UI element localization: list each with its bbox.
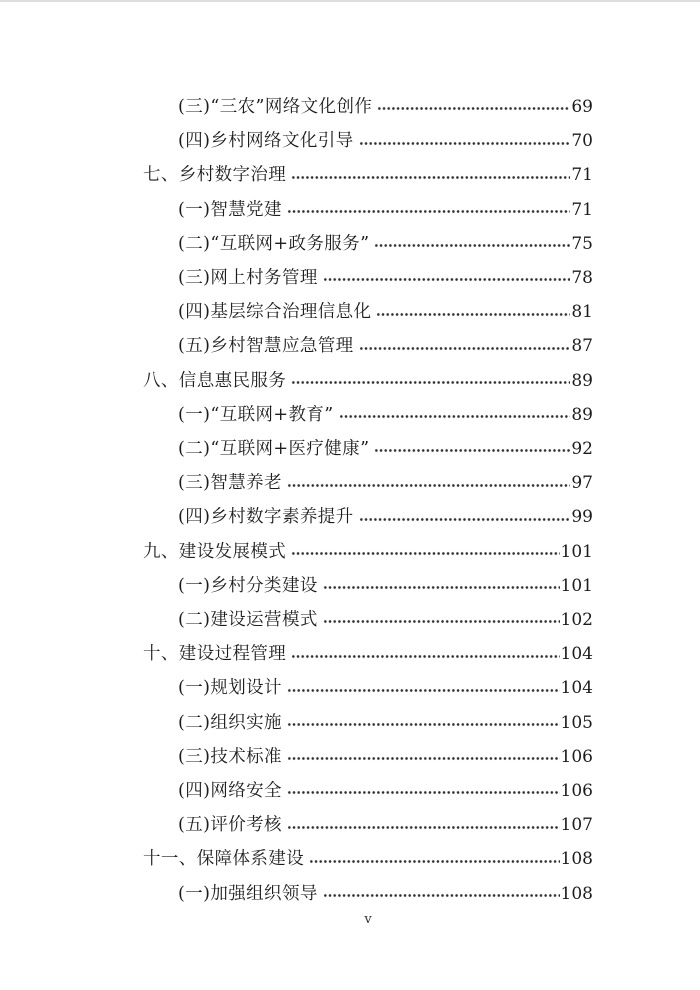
toc-entry[interactable] <box>143 329 593 363</box>
dot-leader <box>374 441 570 454</box>
toc-entry[interactable] <box>143 193 593 227</box>
toc-entry-label: (四)网络安全 <box>178 781 282 802</box>
toc-entry-label: (一)智慧党建 <box>178 199 282 220</box>
toc-entry-label: (一)规划设计 <box>178 678 282 699</box>
dot-leader <box>309 851 559 864</box>
toc-entry[interactable] <box>143 398 593 432</box>
dot-leader <box>287 715 560 728</box>
toc-entry[interactable] <box>143 877 593 911</box>
toc-entry[interactable] <box>143 637 593 671</box>
toc-entry-page: 108 <box>560 883 593 904</box>
toc-entry-label: (二)组织实施 <box>178 712 282 733</box>
dot-leader <box>291 373 570 386</box>
dot-leader <box>359 509 571 522</box>
toc-entry[interactable] <box>143 124 593 158</box>
toc-entry[interactable] <box>143 158 593 192</box>
toc-entry-label: 八、信息惠民服务 <box>143 370 287 391</box>
toc-entry[interactable] <box>143 603 593 637</box>
dot-leader <box>323 612 560 625</box>
toc-entry[interactable] <box>143 261 593 295</box>
dot-leader <box>287 475 570 488</box>
toc-entry[interactable] <box>143 774 593 808</box>
dot-leader <box>339 407 571 420</box>
dot-leader <box>287 783 560 796</box>
toc-entry[interactable] <box>143 227 593 261</box>
toc-entry-page: 75 <box>571 233 593 254</box>
toc-entry[interactable] <box>143 569 593 603</box>
toc-entry-label: (四)乡村网络文化引导 <box>178 131 354 152</box>
toc-entry-page: 69 <box>571 97 593 117</box>
toc-entry-page: 81 <box>571 302 593 323</box>
toc-entry-page: 99 <box>571 507 593 528</box>
toc-entry-label: (二)“互联网+政务服务” <box>178 233 370 254</box>
dot-leader <box>287 680 560 693</box>
dot-leader <box>374 236 570 249</box>
toc-page <box>143 90 593 911</box>
dot-leader <box>323 578 560 591</box>
toc-entry[interactable] <box>143 706 593 740</box>
dot-leader <box>359 338 571 351</box>
toc-entry-label: (四)乡村数字素养提升 <box>178 507 354 528</box>
toc-entry-label: (二)“互联网+医疗健康” <box>178 439 370 460</box>
dot-leader <box>323 886 560 899</box>
toc-entry-page: 70 <box>571 131 593 152</box>
toc-entry-page: 102 <box>560 610 593 631</box>
toc-entry-page: 107 <box>560 815 593 836</box>
toc-entry-page: 105 <box>560 712 593 733</box>
toc-entry-label: (二)建设运营模式 <box>178 610 318 631</box>
toc-entry-page: 78 <box>571 268 593 289</box>
toc-entry-label: 十一、保障体系建设 <box>143 849 305 870</box>
toc-entry-page: 106 <box>560 746 593 767</box>
toc-entry[interactable] <box>143 466 593 500</box>
toc-entry[interactable] <box>143 432 593 466</box>
toc-entry-label: (四)基层综合治理信息化 <box>178 302 372 323</box>
toc-entry-label: (五)乡村智慧应急管理 <box>178 336 354 357</box>
toc-entry-label: (五)评价考核 <box>178 815 282 836</box>
toc-entry-page: 71 <box>571 199 593 220</box>
toc-entry-label: (一)乡村分类建设 <box>178 575 318 596</box>
toc-entry[interactable] <box>143 671 593 705</box>
toc-entry[interactable] <box>143 740 593 774</box>
toc-entry-label: 十、建设过程管理 <box>143 644 287 665</box>
toc-list <box>143 90 593 911</box>
toc-entry[interactable] <box>143 535 593 569</box>
toc-entry-label: (三)网上村务管理 <box>178 268 318 289</box>
toc-entry-page: 71 <box>571 165 593 186</box>
toc-entry[interactable] <box>143 500 593 534</box>
toc-entry-page: 89 <box>571 404 593 425</box>
toc-entry-label: (一)加强组织领导 <box>178 883 318 904</box>
toc-entry-page: 104 <box>560 678 593 699</box>
toc-entry-page: 87 <box>571 336 593 357</box>
page-number: v <box>364 912 372 927</box>
toc-entry[interactable] <box>143 90 593 124</box>
toc-entry[interactable] <box>143 295 593 329</box>
toc-entry-page: 108 <box>560 849 593 870</box>
toc-entry[interactable] <box>143 808 593 842</box>
dot-leader <box>359 133 571 146</box>
dot-leader <box>291 646 559 659</box>
toc-entry-page: 101 <box>560 541 593 562</box>
dot-leader <box>291 167 570 180</box>
dot-leader <box>377 99 570 112</box>
toc-entry[interactable] <box>143 842 593 876</box>
toc-entry-page: 101 <box>560 575 593 596</box>
page-footer <box>143 912 593 927</box>
toc-entry-page: 97 <box>571 473 593 494</box>
dot-leader <box>287 202 570 215</box>
toc-entry-label: 九、建设发展模式 <box>143 541 287 562</box>
toc-entry-page: 106 <box>560 781 593 802</box>
dot-leader <box>323 270 571 283</box>
dot-leader <box>287 817 560 830</box>
toc-entry-page: 104 <box>560 644 593 665</box>
toc-entry-label: 七、乡村数字治理 <box>143 165 287 186</box>
dot-leader <box>291 544 559 557</box>
toc-entry-page: 89 <box>571 370 593 391</box>
dot-leader <box>376 304 570 317</box>
toc-entry[interactable] <box>143 364 593 398</box>
toc-entry-label: (三)智慧养老 <box>178 473 282 494</box>
toc-entry-label: (三)技术标准 <box>178 746 282 767</box>
toc-entry-label: (一)“互联网+教育” <box>178 404 334 425</box>
dot-leader <box>287 749 560 762</box>
toc-entry-label: (三)“三农”网络文化创作 <box>178 97 373 117</box>
toc-entry-page: 92 <box>571 439 593 460</box>
